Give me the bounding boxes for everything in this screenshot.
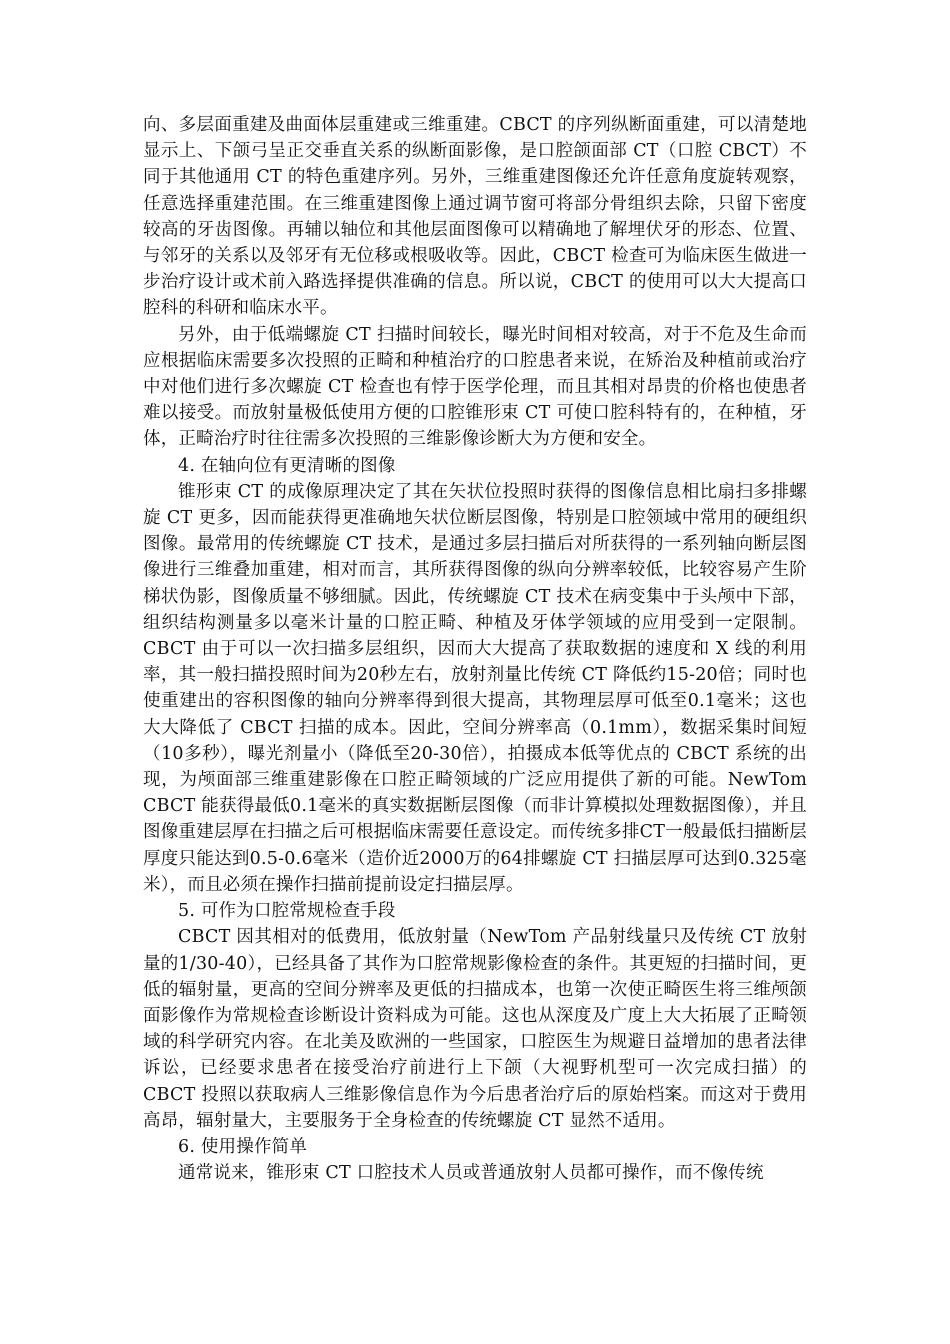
section-heading-6: 6. 使用操作简单 — [178, 1136, 308, 1157]
paragraph-axial-images: 锥形束 CT 的成像原理决定了其在矢状位投照时获得的图像信息相比扇扫多排螺旋 CT 更多，因而能获得更准确地矢状位断层图像，特别是口腔领域中常用的硬组织图像。最常用的传统螺旋 CT 技术，是通过多层扫描后对所获得的一系列轴向断层图像进行三维叠加重建，相对而言，其所获得图像的纵向分辨率较低，比较容易产生阶梯状伪影，图像质量不够细腻。因此，传统螺旋 CT 技术在病变集中于头颅中下部，组织结构测量多以毫米计量的口腔正畸、种植及牙体学领域的应用受到一定限制。CBCT 由于可以一次扫描多层组织，因而大大提高了获取数据的速度和 X 线的利用率，其一般扫描投照时间为20秒左右，放射剂量比传统 CT 降低约15-20倍；同时也使重建出的容积图像的轴向分辨率得到很大提高，其物理层厚可低至0.1毫米；这也大大降低了 CBCT 扫描的成本。因此，空间分辨率高（0.1mm），数据采集时间短（10多秒），曝光剂量小（降低至20-30倍），拍摄成本低等优点的 CBCT 系统的出现，为颅面部三维重建影像在口腔正畸领域的广泛应用提供了新的可能。NewTom CBCT 能获得最低0.1毫米的真实数据断层图像（而非计算模拟处理数据图像），并且图像重建层厚在扫描之后可根据临床需要任意设定。而传统多排CT一般最低扫描断层厚度只能达到0.5-0.6毫米（造价近2000万的64排螺旋 CT 扫描层厚可达到0.325毫米），而且必须在操作扫描前提前设定扫描层厚。 — [143, 481, 807, 895]
paragraph-simple-operation: 通常说来，锥形束 CT 口腔技术人员或普通放射人员都可操作，而不像传统 — [178, 1163, 764, 1184]
document-page — [143, 112, 807, 1186]
paragraph-radiation-dose: 另外，由于低端螺旋 CT 扫描时间较长，曝光时间相对较高，对于不危及生命而应根据临床需要多次投照的正畸和种植治疗的口腔患者来说，在矫治及种植前或治疗中对他们进行多次螺旋 CT 检查也有悖于医学伦理，而且其相对昂贵的价格也使患者难以接受。而放射量极低使用方便的口腔锥形束 CT 可使口腔科特有的，在种植，牙体，正畸治疗时往往需多次投照的三维影像诊断大为方便和安全。 — [143, 324, 807, 450]
paragraph-reconstruction: 向、多层面重建及曲面体层重建或三维重建。CBCT 的序列纵断面重建，可以清楚地显示上、下颌弓呈正交垂直关系的纵断面影像，是口腔颌面部 CT（口腔 CBCT）不同于其他通用 CT 的特色重建序列。另外，三维重建图像还允许任意角度旋转观察，任意选择重建范围。在三维重建图像上通过调节窗可将部分骨组织去除，只留下密度较高的牙齿图像。再辅以轴位和其他层面图像可以精确地了解埋伏牙的形态、位置、与邻牙的关系以及邻牙有无位移或根吸收等。因此，CBCT 检查可为临床医生做进一步治疗设计或术前入路选择提供准确的信息。所以说，CBCT 的使用可以大大提高口腔科的科研和临床水平。 — [143, 115, 807, 319]
paragraph-routine-exam: CBCT 因其相对的低费用，低放射量（NewTom 产品射线量只及传统 CT 放射量的1/30-40），已经具备了其作为口腔常规影像检查的条件。其更短的扫描时间，更低的辐射量，更高的空间分辨率及更低的扫描成本，也第一次使正畸医生将三维颅颌面影像作为常规检查诊断设计资料成为可能。这也从深度及广度上大大拓展了正畸领域的科学研究内容。在北美及欧洲的一些国家，口腔医生为规避日益增加的患者法律诉讼，已经要求患者在接受治疗前进行上下颌（大视野机型可一次完成扫描）的 CBCT 投照以获取病人三维影像信息作为今后患者治疗后的原始档案。而这对于费用高昂，辐射量大，主要服务于全身检查的传统螺旋 CT 显然不适用。 — [143, 927, 807, 1131]
section-heading-4: 4. 在轴向位有更清晰的图像 — [178, 455, 396, 476]
section-heading-5: 5. 可作为口腔常规检查手段 — [178, 901, 396, 922]
